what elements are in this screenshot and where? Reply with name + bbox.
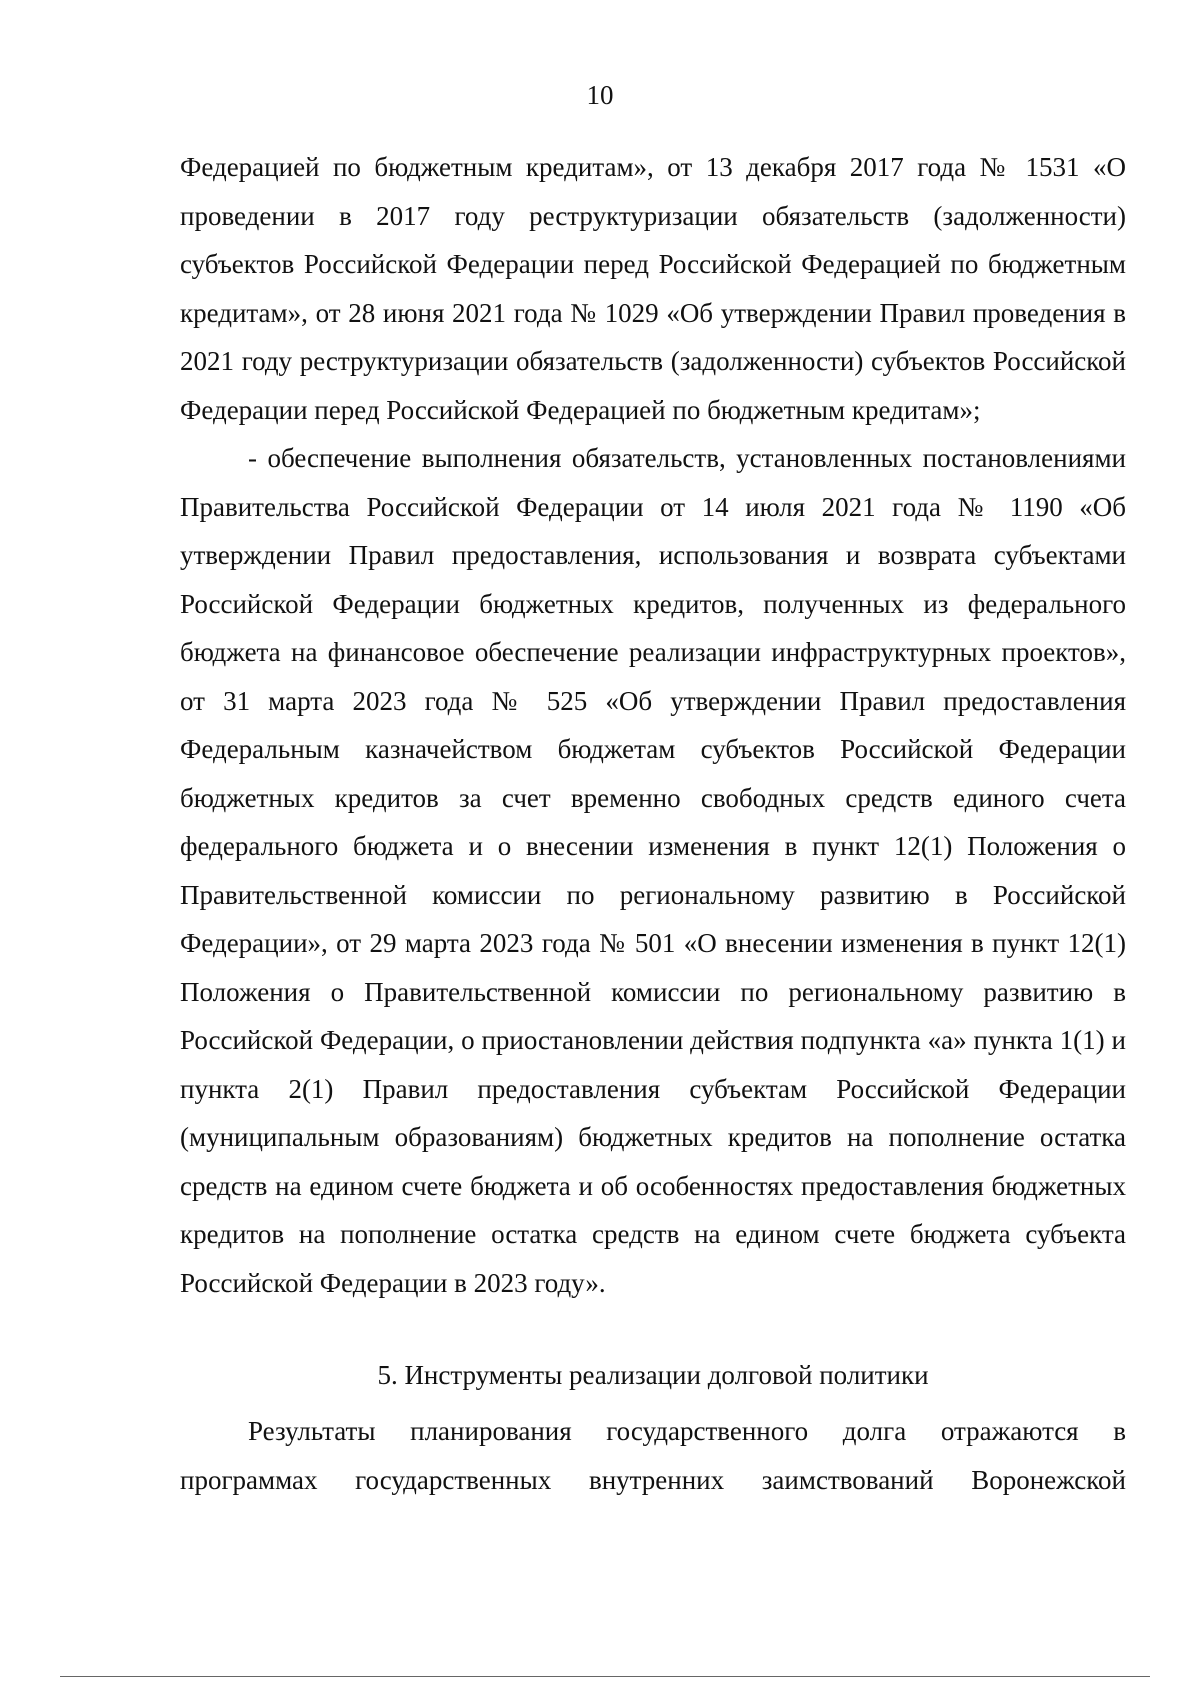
page-bottom-rule xyxy=(60,1676,1150,1677)
page-number: 10 xyxy=(586,80,614,110)
section-heading: 5. Инструменты реализации долговой политики xyxy=(377,1360,929,1390)
document-body xyxy=(180,143,1126,1504)
paragraph-bullet-obligations: - обеспечение выполнения обязательств, установленных постановлениями Правительства Российской Федерации от 14 июля 2021 года № 1190 «Об утверждении Правил предоставления, использования и возврата субъектами Российской Федерации бюджетных кредитов, полученных из федерального бюджета на финансовое обеспечение реализации инфраструктурных проектов», от 31 марта 2023 года № 525 «Об утверждении Правил предоставления Федеральным казначейством бюджетам субъектов Российской Федерации бюджетных кредитов за счет временно свободных средств единого счета федерального бюджета и о внесении изменения в пункт 12(1) Положения о Правительственной комиссии по региональному развитию в Российской Федерации», от 29 марта 2023 года № 501 «О внесении изменения в пункт 12(1) Положения о Правительственной комиссии по региональному развитию в Российской Федерации, о приостановлении действия подпункта «а» пункта 1(1) и пункта 2(1) Правил предоставления субъектам Российской Федерации (муниципальным образованиям) бюджетных кредитов на пополнение остатка средств на едином счете бюджета и об особенностях предоставления бюджетных кредитов на пополнение остатка средств на едином счете бюджета субъекта Российской Федерации в 2023 году». xyxy=(180,443,1126,1298)
paragraph-continuation: Федерацией по бюджетным кредитам», от 13 декабря 2017 года № 1531 «О проведении в 2017 году реструктуризации обязательств (задолженности) субъектов Российской Федерации перед Российской Федерацией по бюджетным кредитам», от 28 июня 2021 года № 1029 «Об утверждении Правил проведения в 2021 году реструктуризации обязательств (задолженности) субъектов Российской Федерации перед Российской Федерацией по бюджетным кредитам»; xyxy=(180,152,1126,425)
section-paragraph: Результаты планирования государственного долга отражаются в программах государственных внутренних заимствований Воронежской xyxy=(180,1416,1126,1495)
